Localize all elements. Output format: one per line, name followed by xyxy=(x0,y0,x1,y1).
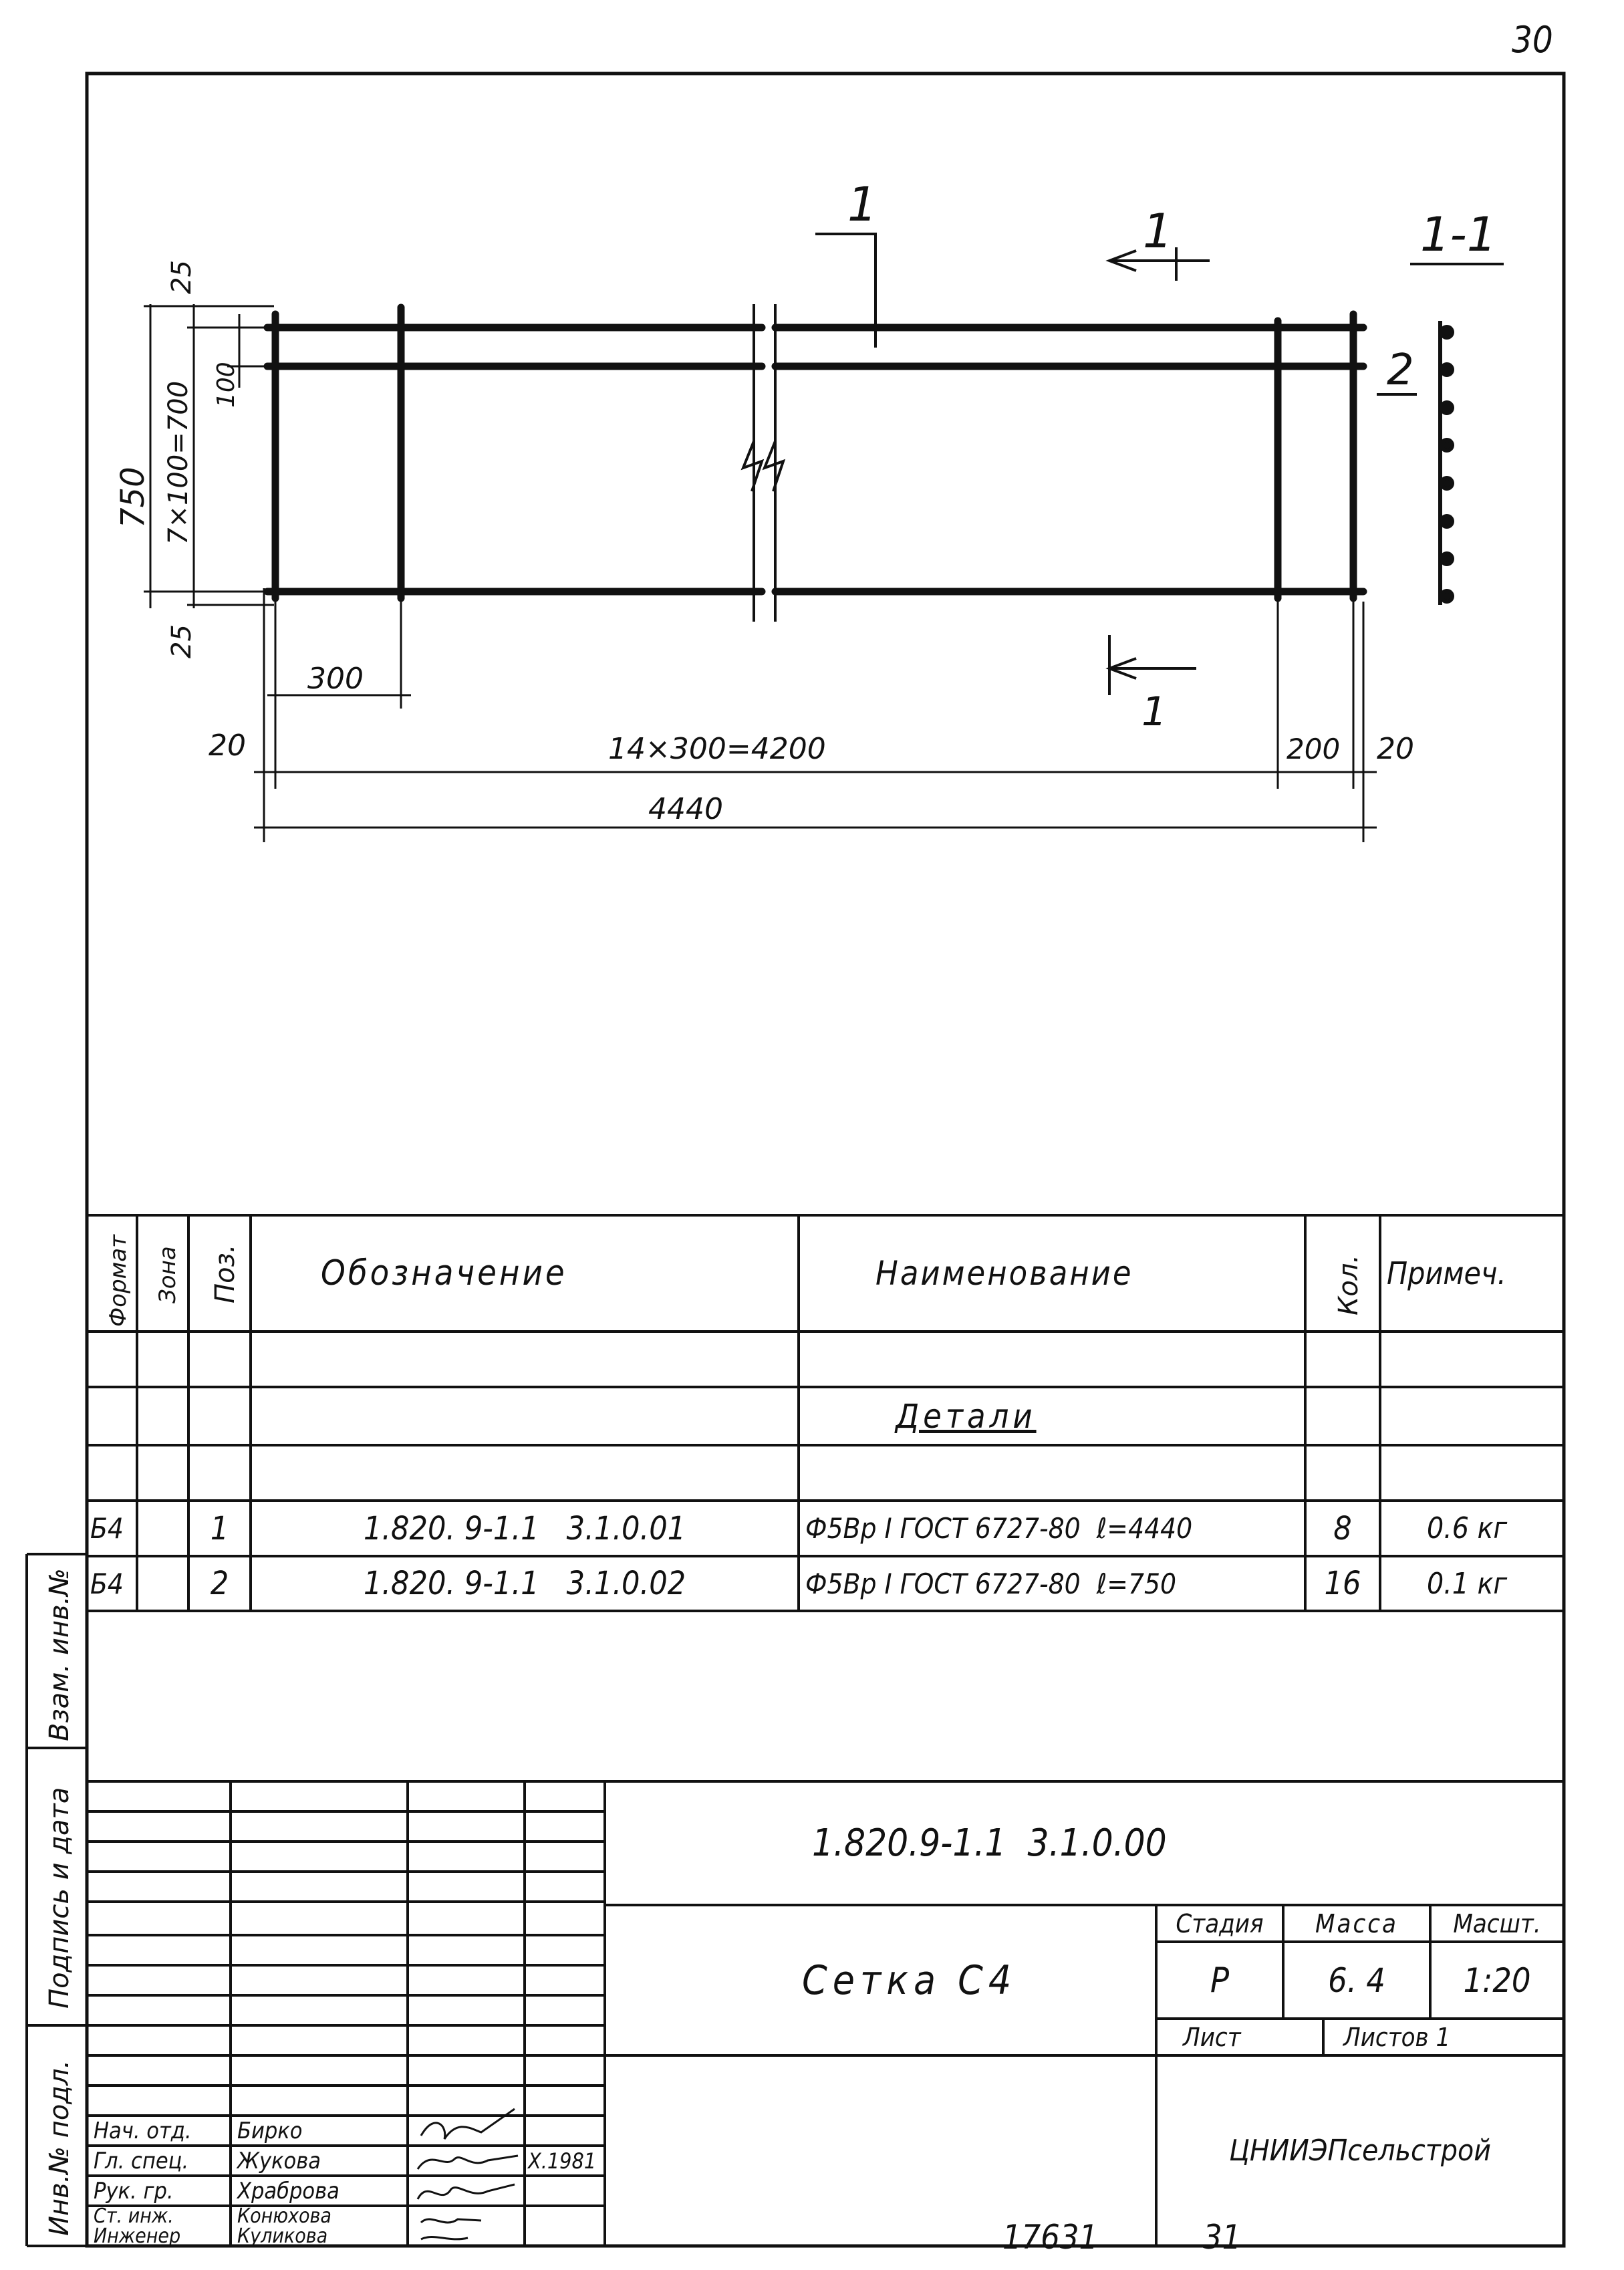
dim-20-left: 20 xyxy=(209,729,246,763)
scale-value: 1:20 xyxy=(1463,1961,1531,2000)
header-qty-label: Кол. xyxy=(1333,1254,1364,1315)
drawing-title: Сетка С4 xyxy=(802,1957,1017,2004)
staff-role-1: Нач. отд. xyxy=(94,2117,192,2144)
signature-4 xyxy=(421,2219,481,2223)
side-vzam-inv: Взам. инв.№ xyxy=(44,1568,75,1741)
mesh-bars xyxy=(267,307,1363,598)
dim-14x300: 14×300=4200 xyxy=(608,732,826,766)
side-inv-podl: Инв.№ подл. xyxy=(44,2059,75,2236)
row2-name: Ф5Вр I ГОСТ 6727-80 ℓ=750 xyxy=(805,1567,1177,1600)
staff-role-4: Ст. инж. xyxy=(94,2204,174,2228)
row1-format: Б4 xyxy=(90,1512,124,1545)
side-stamp xyxy=(27,1554,87,2246)
stage-value: Р xyxy=(1210,1960,1230,2001)
dim-200: 200 xyxy=(1287,733,1341,765)
mass-label: Масса xyxy=(1315,1908,1398,1938)
break-lines xyxy=(743,304,783,622)
position-marker-2: 2 xyxy=(1387,346,1414,395)
header-designation: Обозначение xyxy=(321,1253,567,1293)
header-zone: Зона xyxy=(154,1246,181,1303)
row1-designation: 1.820. 9-1.1 3.1.0.01 xyxy=(363,1509,686,1547)
header-format: Формат xyxy=(105,1235,132,1327)
spec-header-qty xyxy=(1305,1215,1380,1332)
signature-1 xyxy=(421,2109,515,2139)
dim-25-top: 25 xyxy=(166,260,197,294)
archive-number: 17631 xyxy=(1002,2218,1099,2257)
row2-pos: 2 xyxy=(210,1565,229,1602)
footer-sheet-number: 31 xyxy=(1203,2218,1242,2257)
row2-format: Б4 xyxy=(90,1567,124,1600)
dim-100: 100 xyxy=(213,362,240,408)
signature-3 xyxy=(418,2184,515,2199)
dim-20-right: 20 xyxy=(1377,732,1414,766)
section-arrow-top-label: 1 xyxy=(1143,204,1173,259)
header-name: Наименование xyxy=(875,1254,1133,1293)
row2-note: 0.1 кг xyxy=(1427,1566,1508,1601)
page-number: 30 xyxy=(1512,19,1553,61)
staff-name-1: Бирко xyxy=(237,2117,303,2144)
row1-name: Ф5Вр I ГОСТ 6727-80 ℓ=4440 xyxy=(805,1512,1193,1545)
dim-4440: 4440 xyxy=(648,792,723,826)
row1-pos: 1 xyxy=(210,1509,229,1547)
staff-role-2: Гл. спец. xyxy=(94,2147,189,2174)
signatures xyxy=(408,2106,525,2246)
staff-name-5: Куликова xyxy=(237,2224,328,2248)
stage-label: Стадия xyxy=(1176,1908,1264,1938)
staff-name-4: Конюхова xyxy=(237,2204,331,2228)
doc-code: 1.820.9-1.1 3.1.0.00 xyxy=(812,1821,1167,1865)
row1-note: 0.6 кг xyxy=(1427,1511,1508,1545)
date-value: X.1981 xyxy=(528,2148,597,2174)
staff-name-2: Жукова xyxy=(237,2147,321,2174)
signature-5 xyxy=(421,2237,468,2239)
mass-value: 6. 4 xyxy=(1328,1961,1385,2000)
sheet-label: Лист xyxy=(1183,2022,1241,2052)
dim-7x100: 7×100=700 xyxy=(163,380,194,545)
staff-role-3: Рук. гр. xyxy=(94,2177,174,2204)
section-marks xyxy=(815,234,1504,695)
staff-role-5: Инженер xyxy=(94,2224,181,2248)
dim-300: 300 xyxy=(307,662,364,696)
row2-designation: 1.820. 9-1.1 3.1.0.02 xyxy=(363,1565,686,1602)
staff-name-3: Храброва xyxy=(237,2177,340,2204)
side-signature-date: Подпись и дата xyxy=(44,1787,75,2009)
sheets-label: Листов 1 xyxy=(1343,2022,1451,2052)
header-pos: Поз. xyxy=(210,1244,241,1303)
dim-25-bottom: 25 xyxy=(166,624,197,658)
organization: ЦНИИЭПсельстрой xyxy=(1229,2134,1491,2168)
section-view-title: 1-1 xyxy=(1420,207,1497,262)
row2-qty: 16 xyxy=(1324,1565,1361,1602)
scale-label: Масшт. xyxy=(1453,1908,1541,1938)
signature-2 xyxy=(418,2156,518,2169)
spec-header-vertical xyxy=(0,0,267,1337)
dim-750: 750 xyxy=(114,467,152,528)
section-label-top: 1 xyxy=(847,177,877,232)
row1-qty: 8 xyxy=(1333,1509,1352,1547)
header-note: Примеч. xyxy=(1387,1255,1506,1291)
spec-section-title: Детали xyxy=(896,1396,1037,1436)
section-view xyxy=(1440,321,1452,605)
section-arrow-bottom-label: 1 xyxy=(1141,688,1168,735)
header-qty: Кол. xyxy=(0,0,2,1)
